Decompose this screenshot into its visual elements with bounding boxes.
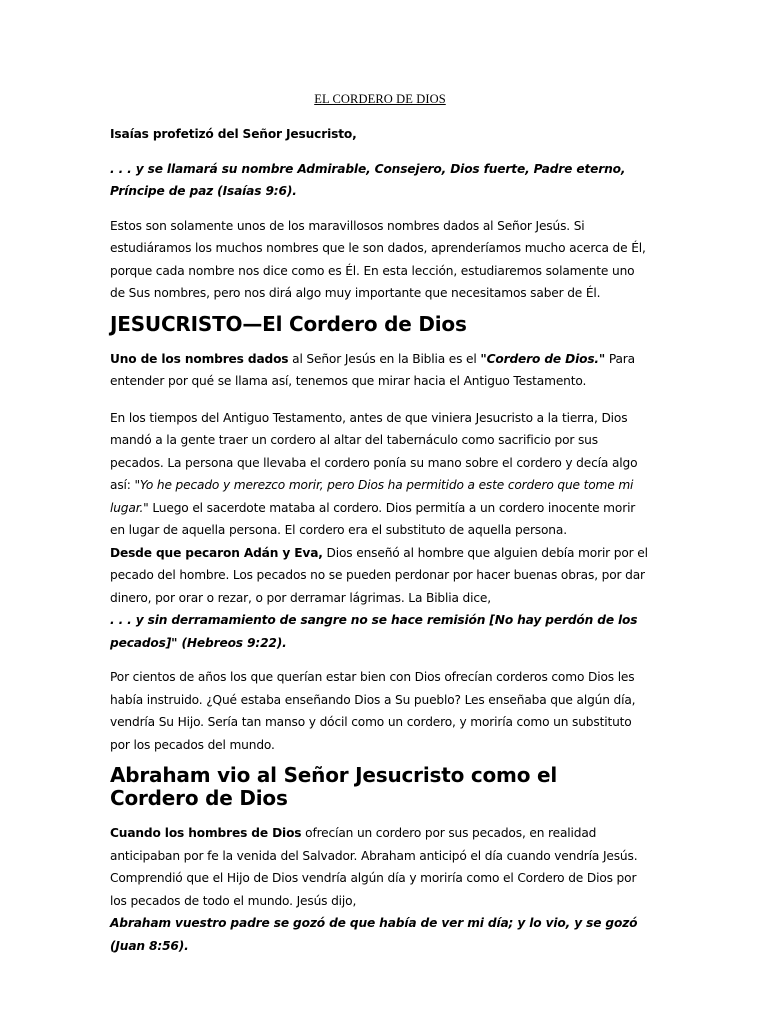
section1-p1-text-a: al Señor Jesús en la Biblia es el (288, 351, 481, 366)
intro-quote: . . . y se llamará su nombre Admirable, Consejero, Dios fuerte, Padre eterno, Príncipe de paz (Isaías 9:6). (110, 161, 626, 198)
section1-p1-lead: Uno de los nombres dados (110, 351, 289, 366)
section2-quote-juan: Abraham vuestro padre se gozó de que había de ver mi día; y lo vio, y se gozó (Juan 8:56). (110, 916, 638, 953)
section1-p3-lead: Desde que pecaron Adán y Eva, (110, 545, 323, 560)
section1-p1-quote: "Cordero de Dios." (480, 351, 606, 366)
section2-p1-lead: Cuando los hombres de Dios (110, 826, 302, 840)
section-heading-jesucristo: JESUCRISTO—El Cordero de Dios (110, 311, 467, 336)
section1-p2-text-b: Luego el sacerdote mataba al cordero. Dios permitía a un cordero inocente morir en lugar de aquella persona. El cordero era el substituto de aquella persona. (110, 500, 636, 537)
document-title: EL CORDERO DE DIOS (314, 92, 446, 106)
section1-p2-text: En los tiempos del Antiguo Testamento, antes de que viniera Jesucristo a la tierra, Dios mandó a la gente traer un cordero al altar del tabernáculo como sacrificio por sus pecados. La persona que llevaba el cordero ponía su mano sobre el cordero y decía algo así: (110, 410, 638, 492)
section-heading-abraham: Abraham vio al Señor Jesucristo como el Cordero de Dios (110, 763, 558, 810)
document-page (110, 92, 650, 957)
section1-p1-text-b: Para entender por qué se llama así, tenemos que mirar hacia el Antiguo Testamento. (110, 351, 635, 388)
section1-paragraph-4: Por cientos de años los que querían estar bien con Dios ofrecían corderos como Dios les había instruido. ¿Qué estaba enseñando Dios a Su pueblo? Les enseñaba que algún día, vendría Su Hijo. Sería tan manso y dócil como un cordero, y moriría como un substituto por los pecados del mundo. (110, 670, 636, 752)
section1-p2-quote: "Yo he pecado y merezco morir, pero Dios ha permitido a este cordero que tome mi lugar." (110, 478, 634, 515)
section1-paragraph-3 (110, 542, 650, 610)
section1-paragraph-1 (110, 348, 650, 393)
section2-p1-text: ofrecían un cordero por sus pecados, en realidad anticipaban por fe la venida del Salvador. Abraham anticipó el día cuando vendría Jesús. Comprendió que el Hijo de Dios vendría algún día y moriría como el Cordero de Dios por los pecados de todo el mundo. Jesús dijo, (110, 826, 638, 908)
intro-line: Isaías profetizó del Señor Jesucristo, (110, 127, 357, 141)
section2-paragraph-1 (110, 822, 650, 912)
intro-paragraph: Estos son solamente unos de los maravillosos nombres dados al Señor Jesús. Si estudiáramos los muchos nombres que le son dados, aprenderíamos mucho acerca de Él, porque cada nombre nos dice como es Él. En esta lección, estudiaremos solamente uno de Sus nombres, pero nos dirá algo muy importante que necesitamos saber de Él. (110, 218, 646, 300)
section1-p3-text: Dios enseñó al hombre que alguien debía morir por el pecado del hombre. Los pecados no se pueden perdonar por hacer buenas obras, por dar dinero, por orar o rezar, o por derramar lágrimas. La Biblia dice, (110, 545, 648, 605)
section1-paragraph-2 (110, 407, 650, 542)
section1-quote-hebreos: . . . y sin derramamiento de sangre no se hace remisión [No hay perdón de los pecados]" (Hebreos 9:22). (110, 613, 638, 650)
